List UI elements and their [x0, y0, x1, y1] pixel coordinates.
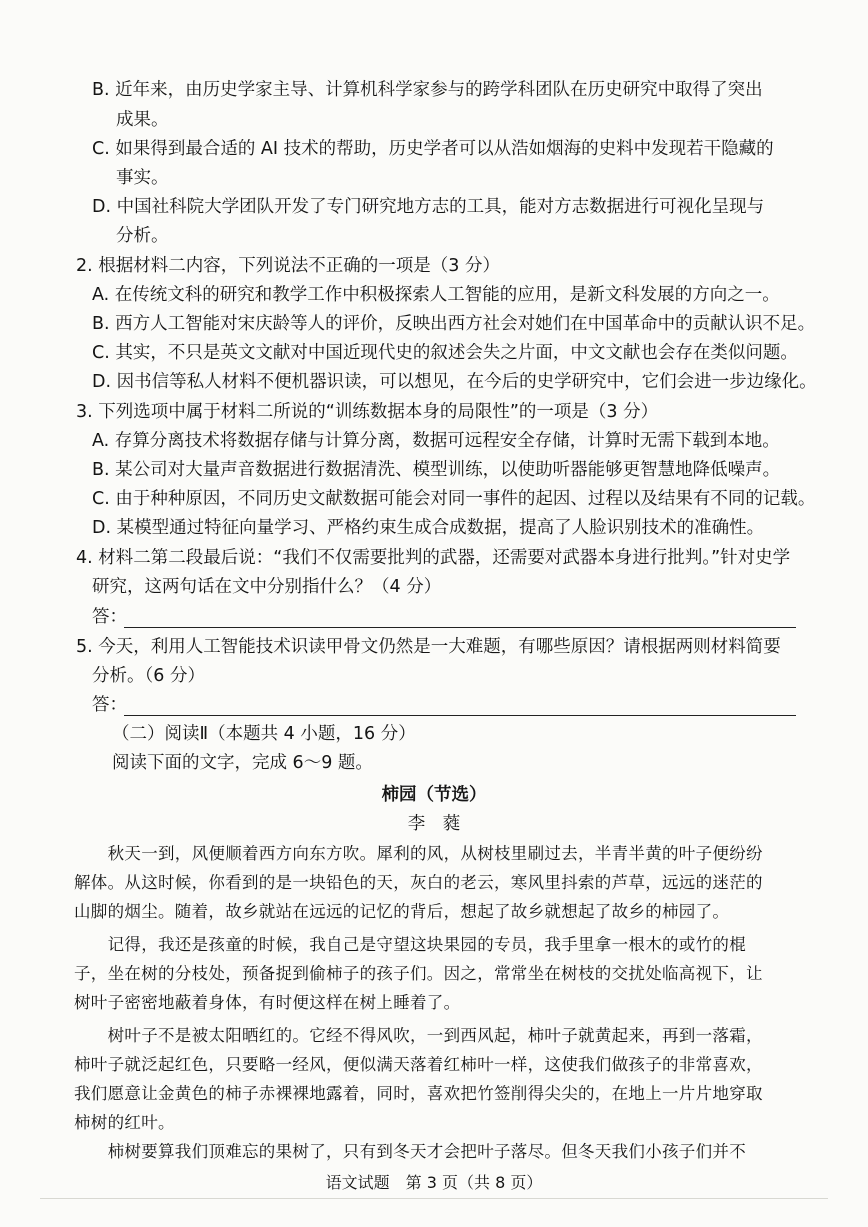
passage-author: 李 蕤 — [407, 814, 461, 834]
q3-option-d: D. 某模型通过特征向量学习、严格约束生成合成数据，提高了人脸识别技术的准确性。 — [92, 518, 765, 538]
passage-line: 柿树的红叶。 — [74, 1113, 175, 1132]
q2-option-d: D. 因书信等私人材料不便机器识读，可以想见，在今后的史学研究中，它们会进一步边缘化。 — [92, 372, 817, 392]
section-instruction: 阅读下面的文字，完成 6～9 题。 — [112, 753, 373, 773]
q5-answer-line[interactable] — [124, 715, 796, 716]
q2-option-b: B. 西方人工智能对宋庆龄等人的评价，反映出西方社会对她们在中国革命中的贡献认识不足。 — [92, 314, 816, 334]
q1-option-c-line2: 事实。 — [116, 168, 169, 188]
passage-line: 柿树要算我们顶难忘的果树了，只有到冬天才会把叶子落尽。但冬天我们小孩子们并不 — [74, 1142, 746, 1161]
section-heading: （二）阅读Ⅱ（本题共 4 小题，16 分） — [112, 724, 416, 744]
q4-answer-label: 答： — [92, 607, 127, 627]
passage-line: 解体。从这时候，你看到的是一块铅色的天，灰白的老云，寒风里抖索的芦草，远远的迷茫的 — [74, 873, 763, 892]
q4-answer-line[interactable] — [124, 627, 796, 628]
passage-title: 柿园（节选） — [381, 785, 487, 805]
passage-line: 山脚的烟尘。随着，故乡就站在远远的记忆的背后，想起了故乡就想起了故乡的柿园了。 — [74, 902, 730, 921]
passage-line: 柿叶子就泛起红色，只要略一经风，便似满天落着红柿叶一样，这使我们做孩子的非常喜欢， — [74, 1055, 763, 1074]
q1-option-d-line1: D. 中国社科院大学团队开发了专门研究地方志的工具，能对方志数据进行可视化呈现与 — [92, 197, 765, 217]
passage-line: 记得，我还是孩童的时候，我自己是守望这块果园的专员，我手里拿一根木的或竹的棍 — [74, 935, 746, 954]
q5-stem-line1: 5. 今天，利用人工智能技术识读甲骨文仍然是一大难题，有哪些原因？请根据两则材料简要 — [76, 637, 781, 657]
passage-line: 子，坐在树的分枝处，预备捉到偷柿子的孩子们。因之，常常坐在树枝的交扰处临高视下，让 — [74, 964, 763, 983]
q2-stem: 2. 根据材料二内容，下列说法不正确的一项是（3 分） — [76, 256, 500, 276]
passage-line: 我们愿意让金黄色的柿子赤裸裸地露着，同时，喜欢把竹签削得尖尖的，在地上一片片地穿取 — [74, 1084, 763, 1103]
q3-option-b: B. 某公司对大量声音数据进行数据清洗、模型训练，以使助听器能够更智慧地降低噪声。 — [92, 460, 781, 480]
q4-stem-line1: 4. 材料二第二段最后说：“我们不仅需要批判的武器，还需要对武器本身进行批判。”针对史学 — [76, 548, 791, 568]
q3-option-a: A. 存算分离技术将数据存储与计算分离，数据可远程安全存储，计算时无需下载到本地。 — [92, 431, 780, 451]
q1-option-b-line2: 成果。 — [116, 110, 169, 130]
passage-line: 树叶子密密地蔽着身体，有时便这样在树上睡着了。 — [74, 993, 461, 1012]
q4-stem-line2: 研究，这两句话在文中分别指什么？（4 分） — [92, 577, 442, 597]
q3-option-c: C. 由于种种原因，不同历史文献数据可能会对同一事件的起因、过程以及结果有不同的记载。 — [92, 489, 816, 509]
q2-option-c: C. 其实，不只是英文文献对中国近现代史的叙述会失之片面，中文文献也会存在类似问题。 — [92, 343, 798, 363]
footer-divider — [40, 1198, 828, 1199]
q5-stem-line2: 分析。（6 分） — [92, 666, 205, 686]
q5-answer-label: 答： — [92, 695, 127, 715]
q3-stem: 3. 下列选项中属于材料二所说的“训练数据本身的局限性”的一项是（3 分） — [76, 402, 659, 422]
page-footer: 语文试题 第 3 页（共 8 页） — [325, 1173, 543, 1192]
q1-option-c-line1: C. 如果得到最合适的 AI 技术的帮助，历史学者可以从浩如烟海的史料中发现若干隐藏的 — [92, 139, 774, 159]
passage-line: 树叶子不是被太阳晒红的。它经不得风吹，一到西风起，柿叶子就黄起来，再到一落霜， — [74, 1026, 763, 1045]
passage-line: 秋天一到，风便顺着西方向东方吹。犀利的风，从树枝里刷过去，半青半黄的叶子便纷纷 — [74, 844, 763, 863]
q1-option-d-line2: 分析。 — [116, 226, 169, 246]
q1-option-b-line1: B. 近年来，由历史学家主导、计算机科学家参与的跨学科团队在历史研究中取得了突出 — [92, 80, 763, 100]
q2-option-a: A. 在传统文科的研究和教学工作中积极探索人工智能的应用，是新文科发展的方向之一。 — [92, 285, 780, 305]
